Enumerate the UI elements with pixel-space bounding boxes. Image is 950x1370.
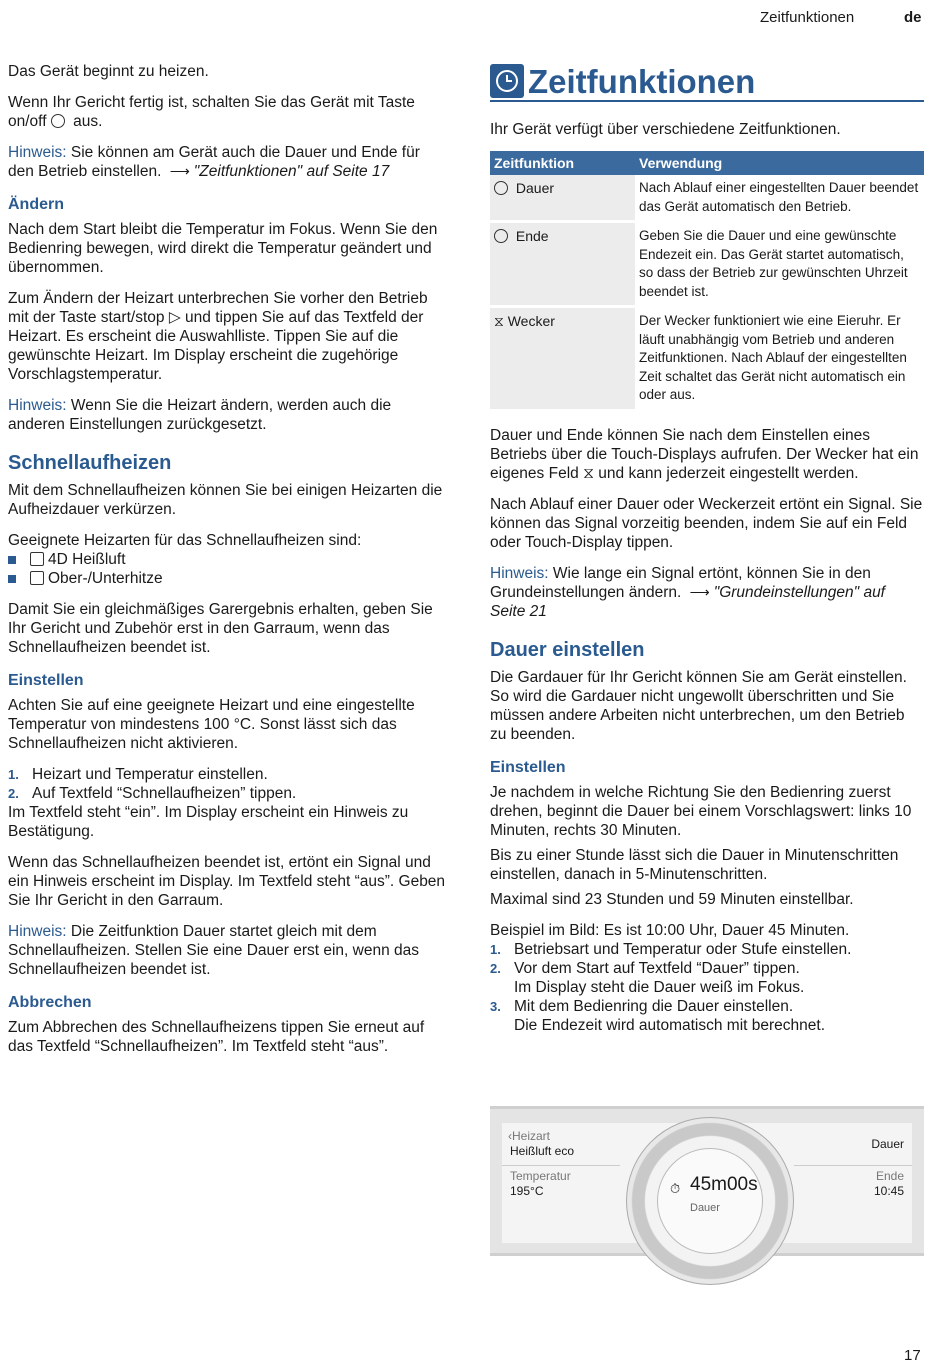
paragraph: Zum Abbrechen des Schnellaufheizens tippen Sie erneut auf das Textfeld “Schnellaufheizen”. Im Textfeld steht “aus”. xyxy=(8,1019,425,1055)
hint-label: Hinweis: xyxy=(8,397,67,414)
timer-icon: ⏱ xyxy=(670,1181,681,1196)
paragraph: Das Gerät beginnt zu heizen. xyxy=(8,63,209,80)
paragraph: Bis zu einer Stunde lässt sich die Dauer in Minutenschritten einstellen, danach in 5-Minutenschritten. xyxy=(490,846,899,883)
display-panel xyxy=(502,1123,912,1243)
paragraph: Nach dem Start bleibt die Temperatur im Fokus. Wenn Sie den Bedienring bewegen, wird direkt die Temperatur geändert und übernommen. xyxy=(8,221,438,276)
list-item: 1. Betriebsart und Temperatur oder Stufe einstellen. xyxy=(490,940,852,958)
hint-label: Hinweis: xyxy=(490,564,549,582)
paragraph: Wenn das Schnellaufheizen beendet ist, ertönt ein Signal und ein Hinweis erscheint im Display. Im Textfeld steht “aus”. Geben Sie Ihr Gericht in den Garraum. xyxy=(8,854,446,909)
heizart-value[interactable]: Heißluft eco xyxy=(510,1144,575,1158)
page-number: 17 xyxy=(904,1347,921,1364)
time-functions-table xyxy=(490,151,924,412)
ende-label: Ende xyxy=(875,1169,904,1183)
chevron-left-icon: ‹ xyxy=(508,1129,512,1143)
header-section-title: Zeitfunktionen xyxy=(760,9,855,26)
hourglass-icon: ⧖ xyxy=(583,464,594,482)
heading-abbrechen: Abbrechen xyxy=(8,994,92,1011)
page-title: Zeitfunktionen xyxy=(528,62,756,100)
right-column xyxy=(490,62,924,1035)
temperature-label: Temperatur xyxy=(510,1169,571,1183)
list-item: 3. Mit dem Bedienring die Dauer einstellen. Die Endezeit wird automatisch mit berechnet. xyxy=(490,997,826,1034)
heading-aendern: Ändern xyxy=(8,196,64,213)
divider xyxy=(794,1165,912,1166)
hint-label: Hinweis: xyxy=(8,144,67,161)
steps-list xyxy=(490,940,924,1035)
heading-schnellaufheizen: Schnellaufheizen xyxy=(8,452,172,474)
paragraph: Ihr Gerät verfügt über verschiedene Zeitfunktionen. xyxy=(490,121,841,138)
column-header: Verwendung xyxy=(635,151,924,175)
hint: Hinweis: Die Zeitfunktion Dauer startet gleich mit dem Schnellaufheizen. Stellen Sie eine Dauer erst ein, wenn das Schnellaufheizen beendet ist. xyxy=(8,923,420,978)
paragraph: Maximal sind 23 Stunden und 59 Minuten einstellbar. xyxy=(490,890,854,908)
hint: Hinweis: Wenn Sie die Heizart ändern, werden auch die anderen Einstellungen zurückgesetzt. xyxy=(8,397,392,433)
paragraph: Geeignete Heizarten für das Schnellaufheizen sind: xyxy=(8,532,362,549)
paragraph: Zum Ändern der Heizart unterbrechen Sie vorher den Betrieb mit der Taste start/stop ▷ und tippen Sie auf das Textfeld der Heizart. Es erscheint die Auswahlliste. Tippen Sie auf die gewünschte Heizart. Im Display erscheint die zugehörige Vorschlagstemperatur. xyxy=(8,290,428,383)
paragraph: Wenn Ihr Gericht fertig ist, schalten Sie das Gerät mit Taste on/off aus. xyxy=(8,94,415,130)
steps-list xyxy=(8,765,448,803)
hourglass-icon: ⧖ xyxy=(494,313,504,329)
ring-display xyxy=(657,1148,763,1254)
paragraph: Die Gardauer für Ihr Gericht können Sie am Gerät einstellen. So wird die Gardauer nicht ungewollt überschritten und Sie müssen andere Arbeiten nicht unterbrechen, um den Betrieb zu beenden. xyxy=(490,668,907,743)
play-icon: ▷ xyxy=(168,309,181,326)
power-icon xyxy=(51,114,65,128)
oven-display-illustration xyxy=(490,1106,924,1256)
clock-icon xyxy=(490,64,524,98)
arrow-right-icon: ⟶ xyxy=(689,583,710,600)
hint: Hinweis: Wie lange ein Signal ertönt, können Sie in den Grundeinstellungen ändern. ⟶ "Grundeinstellungen" auf Seite 21 xyxy=(490,564,885,620)
header-language: de xyxy=(904,9,922,26)
table-row: Dauer Nach Ablauf einer eingestellten Dauer beendet das Gerät automatisch den Betrieb. xyxy=(490,175,924,222)
paragraph: Nach Ablauf einer Dauer oder Weckerzeit ertönt ein Signal. Sie können das Signal vorzeitig beenden, indem Sie auf ein Feld oder Touch-Display tippen. xyxy=(490,495,923,551)
heading-dauer-einstellen: Dauer einstellen xyxy=(490,638,645,661)
duration-readout: 45m00s xyxy=(690,1174,758,1195)
paragraph: Je nachdem in welche Richtung Sie den Bedienring zuerst drehen, beginnt die Dauer bei einem Vorschlagswert: links 10 Minuten, rechts 30 Minuten. xyxy=(490,783,912,839)
column-header: Zeitfunktion xyxy=(490,151,635,175)
list-item: 2. Auf Textfeld “Schnellaufheizen” tippen. xyxy=(8,785,297,802)
list-item: 1. Heizart und Temperatur einstellen. xyxy=(8,766,268,783)
paragraph: Dauer und Ende können Sie nach dem Einstellen eines Betriebs über die Touch-Displays aufrufen. Der Wecker hat ein eigenes Feld ⧖ und kann jederzeit eingestellt werden. xyxy=(490,426,919,482)
table-header-row xyxy=(490,151,924,175)
temperature-value[interactable]: 195°C xyxy=(510,1184,544,1198)
heizart-label: Heizart xyxy=(512,1129,551,1143)
hint: Hinweis: Sie können am Gerät auch die Dauer und Ende für den Betrieb einstellen. ⟶ "Zeitfunktionen" auf Seite 17 xyxy=(8,144,420,180)
list-item: 2. Vor dem Start auf Textfeld “Dauer” tippen. Im Display steht die Dauer weiß im Fokus. xyxy=(490,959,805,996)
control-ring[interactable] xyxy=(626,1117,794,1285)
heating-mode-list xyxy=(8,550,448,588)
heading-einstellen: Einstellen xyxy=(490,758,566,776)
cross-reference-link[interactable]: "Zeitfunktionen" auf Seite 17 xyxy=(193,163,390,180)
left-column xyxy=(8,62,448,1068)
duration-readout-label: Dauer xyxy=(690,1202,720,1214)
heading-einstellen: Einstellen xyxy=(8,672,84,689)
end-time-icon xyxy=(494,229,508,243)
section-title-bar xyxy=(490,62,924,102)
paragraph: Mit dem Schnellaufheizen können Sie bei einigen Heizarten die Aufheizdauer verkürzen. xyxy=(8,482,443,518)
top-bottom-heat-icon xyxy=(30,571,44,585)
paragraph: Beispiel im Bild: Es ist 10:00 Uhr, Dauer 45 Minuten. xyxy=(490,921,850,939)
list-item: 4D Heißluft xyxy=(8,550,448,569)
divider xyxy=(502,1165,620,1166)
fan-heat-icon xyxy=(30,552,44,566)
paragraph: Damit Sie ein gleichmäßiges Garergebnis erhalten, geben Sie Ihr Gericht und Zubehör erst in den Garraum, wenn das Schnellaufheizen beendet ist. xyxy=(8,601,433,656)
cross-reference-link[interactable]: "Grundeinstellungen" auf Seite 21 xyxy=(490,583,885,620)
paragraph: Achten Sie auf eine geeignete Heizart und eine eingestellte Temperatur von mindestens 100 °C. Sonst lässt sich das Schnellaufheizen nicht aktivieren. xyxy=(8,697,415,752)
list-item: Ober-/Unterhitze xyxy=(8,569,448,588)
hint-label: Hinweis: xyxy=(8,923,67,940)
dauer-field[interactable]: Dauer xyxy=(871,1137,904,1151)
paragraph: Im Textfeld steht “ein”. Im Display erscheint ein Hinweis zu Bestätigung. xyxy=(8,804,409,840)
duration-icon xyxy=(494,181,508,195)
ende-value[interactable]: 10:45 xyxy=(873,1184,904,1198)
table-row: ⧖ Wecker Der Wecker funktioniert wie eine Eieruhr. Er läuft unabhängig vom Betrieb und anderen Zeitfunktionen. Nach Ablauf der eingestellten Zeit schaltet das Gerät nicht automatisch ein oder aus. xyxy=(490,307,924,411)
table-row: Ende Geben Sie die Dauer und eine gewünschte Endezeit ein. Das Gerät startet automatisch, so dass der Betrieb zur gewünschten Uhrzeit beendet ist. xyxy=(490,222,924,307)
arrow-right-icon: ⟶ xyxy=(169,163,190,179)
